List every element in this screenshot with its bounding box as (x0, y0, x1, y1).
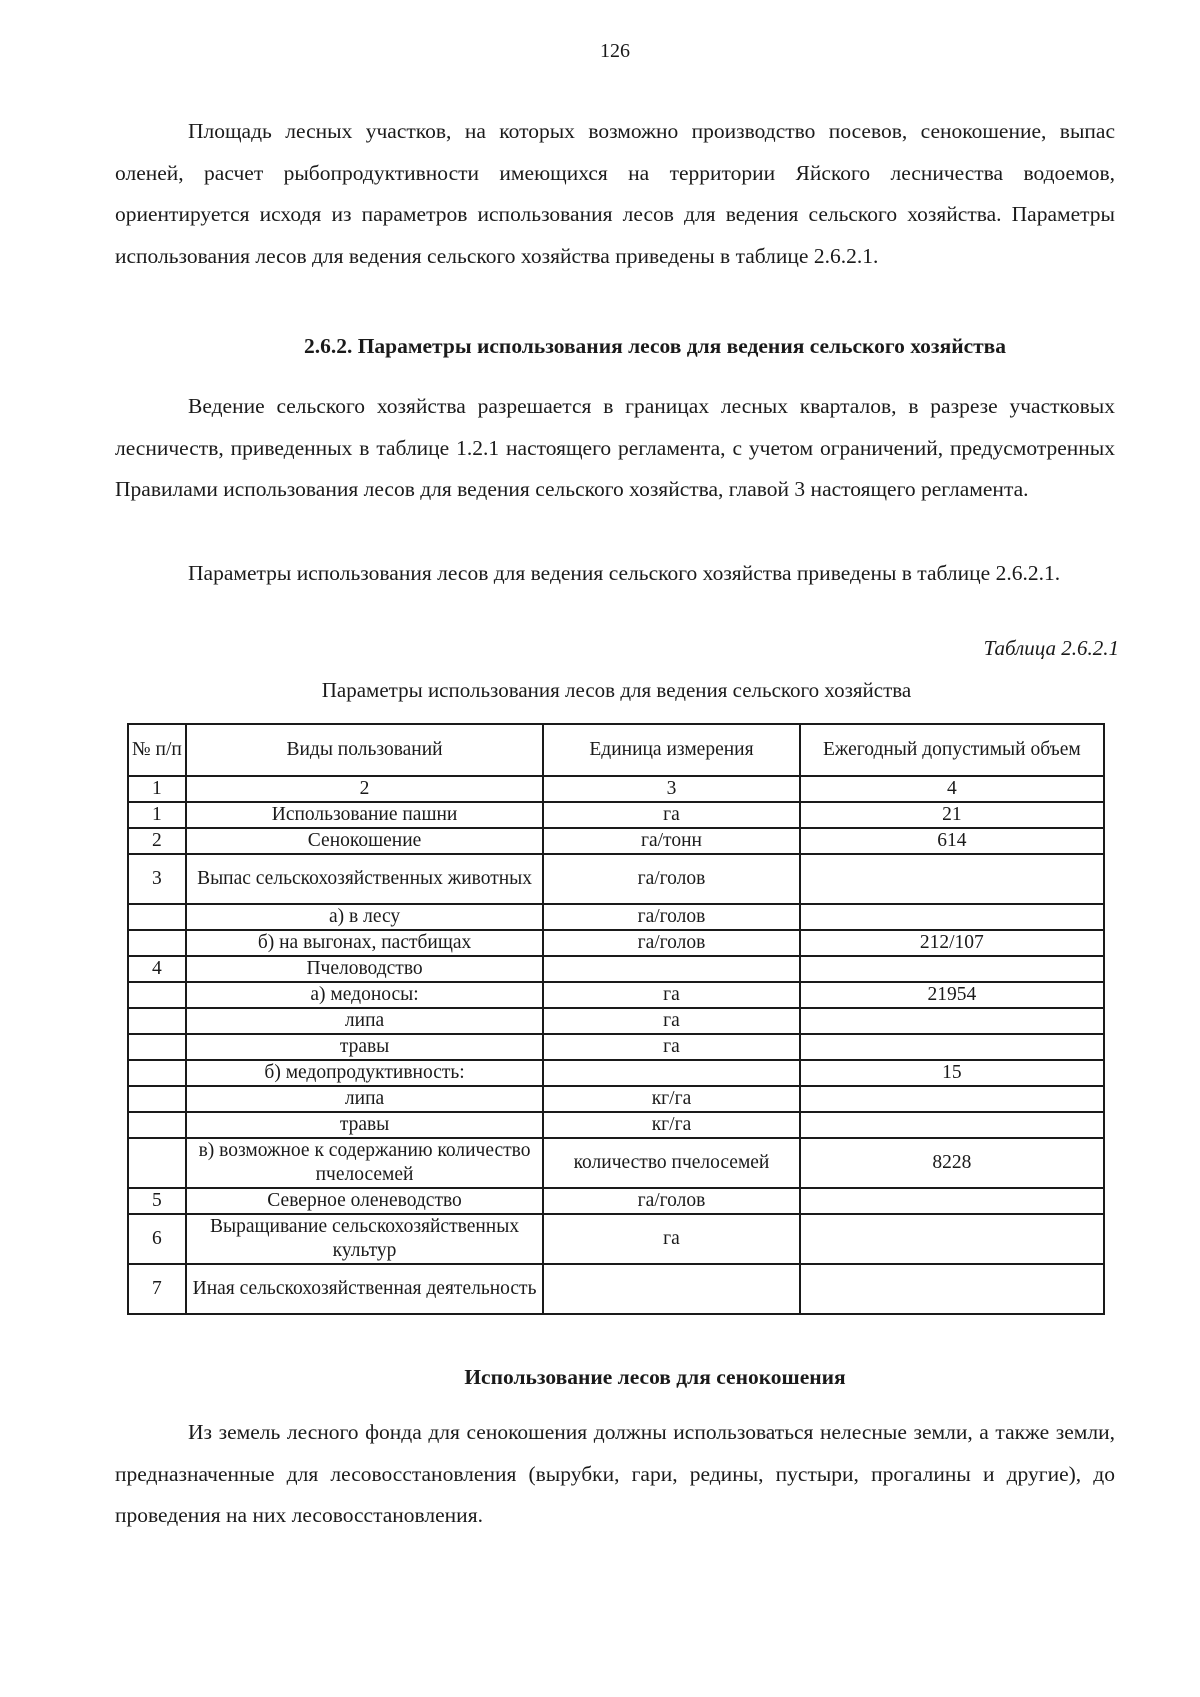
table-cell (800, 904, 1104, 930)
table-cell (800, 956, 1104, 982)
table-header-row (128, 724, 1104, 776)
table-cell: га (543, 802, 799, 828)
table-cell: 212/107 (800, 930, 1104, 956)
header-cell: Ежегодный допустимый объем (800, 724, 1104, 776)
paragraph-intro: Площадь лесных участков, на которых возможно производство посевов, сенокошение, выпас оленей, расчет рыбопродуктивности имеющихся на территории Яйского лесничества водоемов, ориентируется исходя из параметров использования лесов для ведения сельского хозяйства. Параметры использования лесов для ведения сельского хозяйства приведены в таблице 2.6.2.1. (115, 119, 1115, 268)
table-cell (543, 1264, 799, 1314)
table-cell: в) возможное к содержанию количество пчелосемей (186, 1138, 543, 1188)
table-cell (128, 1034, 186, 1060)
table-cell: 5 (128, 1188, 186, 1214)
table-cell: Северное оленеводство (186, 1188, 543, 1214)
table-cell (800, 1264, 1104, 1314)
table-cell (543, 1060, 799, 1086)
table-cell (543, 956, 799, 982)
table-cell: га (543, 1034, 799, 1060)
table-cell (800, 1008, 1104, 1034)
table-cell: Иная сельскохозяйственная деятельность (186, 1264, 543, 1314)
table-cell: Пчеловодство (186, 956, 543, 982)
column-number-cell: 2 (186, 776, 543, 802)
table-cell: кг/га (543, 1086, 799, 1112)
header-cell: № п/п (128, 724, 186, 776)
page-number: 126 (600, 40, 630, 62)
subsection-heading: Использование лесов для сенокошения (464, 1365, 846, 1389)
table-cell (128, 1112, 186, 1138)
table-row (128, 1214, 1104, 1264)
table-cell: Выпас сельскохозяйственных животных (186, 854, 543, 904)
table-cell: травы (186, 1034, 543, 1060)
table-cell (800, 1086, 1104, 1112)
table-row (128, 1188, 1104, 1214)
table-cell (128, 1086, 186, 1112)
table-cell: га (543, 1008, 799, 1034)
table-cell: Выращивание сельскохозяйственных культур (186, 1214, 543, 1264)
table-cell: количество пчелосемей (543, 1138, 799, 1188)
table-row (128, 1112, 1104, 1138)
table-row (128, 1264, 1104, 1314)
table-cell (128, 1008, 186, 1034)
table-cell: га (543, 982, 799, 1008)
parameters-table (127, 723, 1105, 1315)
table-cell (800, 1034, 1104, 1060)
table-cell (128, 930, 186, 956)
table-cell: б) медопродуктивность: (186, 1060, 543, 1086)
table-cell: а) в лесу (186, 904, 543, 930)
table-cell: га (543, 1214, 799, 1264)
table-cell: а) медоносы: (186, 982, 543, 1008)
table-title: Параметры использования лесов для ведения сельского хозяйства (321, 678, 912, 702)
table-row (128, 1138, 1104, 1188)
table-cell: 8228 (800, 1138, 1104, 1188)
header-cell: Единица измерения (543, 724, 799, 776)
table-cell: 7 (128, 1264, 186, 1314)
column-number-row (128, 776, 1104, 802)
table-row (128, 956, 1104, 982)
column-number-cell: 4 (800, 776, 1104, 802)
table-cell (800, 854, 1104, 904)
table-row (128, 982, 1104, 1008)
table-cell: Сенокошение (186, 828, 543, 854)
paragraph-haymaking: Из земель лесного фонда для сенокошения должны использоваться нелесные земли, а также земли, предназначенные для лесовосстановления (вырубки, гари, редины, пустыри, прогалины и другие), до проведения на них лесовосстановления. (115, 1420, 1115, 1527)
table-cell: кг/га (543, 1112, 799, 1138)
table-row (128, 1086, 1104, 1112)
column-number-cell: 1 (128, 776, 186, 802)
table-row (128, 904, 1104, 930)
table-cell (800, 1188, 1104, 1214)
table-cell (128, 904, 186, 930)
table-cell: 21 (800, 802, 1104, 828)
table-cell: га/голов (543, 854, 799, 904)
section-heading: 2.6.2. Параметры использования лесов для ведения сельского хозяйства (303, 334, 1007, 358)
table-cell (800, 1112, 1104, 1138)
table-cell: 15 (800, 1060, 1104, 1086)
header-cell: Виды пользований (186, 724, 543, 776)
paragraph-conditions: Ведение сельского хозяйства разрешается в границах лесных кварталов, в разрезе участковых лесничеств, приведенных в таблице 1.2.1 настоящего регламента, с учетом ограничений, предусмотренных Правилами использования лесов для ведения сельского хозяйства, главой 3 настоящего регламента. (115, 394, 1115, 501)
table-row (128, 930, 1104, 956)
column-number-cell: 3 (543, 776, 799, 802)
table-label: Таблица 2.6.2.1 (983, 636, 1119, 660)
table-cell: 1 (128, 802, 186, 828)
table-cell: га/голов (543, 904, 799, 930)
table-cell (128, 1060, 186, 1086)
table-cell: 614 (800, 828, 1104, 854)
table-cell: га/тонн (543, 828, 799, 854)
table-cell: 6 (128, 1214, 186, 1264)
table-cell (128, 982, 186, 1008)
table-cell: травы (186, 1112, 543, 1138)
table-row (128, 1034, 1104, 1060)
table-cell: 21954 (800, 982, 1104, 1008)
table-cell: 2 (128, 828, 186, 854)
table-cell: липа (186, 1086, 543, 1112)
table-row (128, 828, 1104, 854)
table-row (128, 854, 1104, 904)
table-cell (800, 1214, 1104, 1264)
paragraph-table-reference: Параметры использования лесов для ведения сельского хозяйства приведены в таблице 2.6.2.1. (188, 561, 1061, 585)
table-cell (128, 1138, 186, 1188)
table-cell: 3 (128, 854, 186, 904)
table-row (128, 802, 1104, 828)
table-cell: б) на выгонах, пастбищах (186, 930, 543, 956)
table-cell: га/голов (543, 930, 799, 956)
table-row (128, 1060, 1104, 1086)
table-cell: Использование пашни (186, 802, 543, 828)
table-cell: 4 (128, 956, 186, 982)
table-row (128, 1008, 1104, 1034)
table-cell: липа (186, 1008, 543, 1034)
table-cell: га/голов (543, 1188, 799, 1214)
